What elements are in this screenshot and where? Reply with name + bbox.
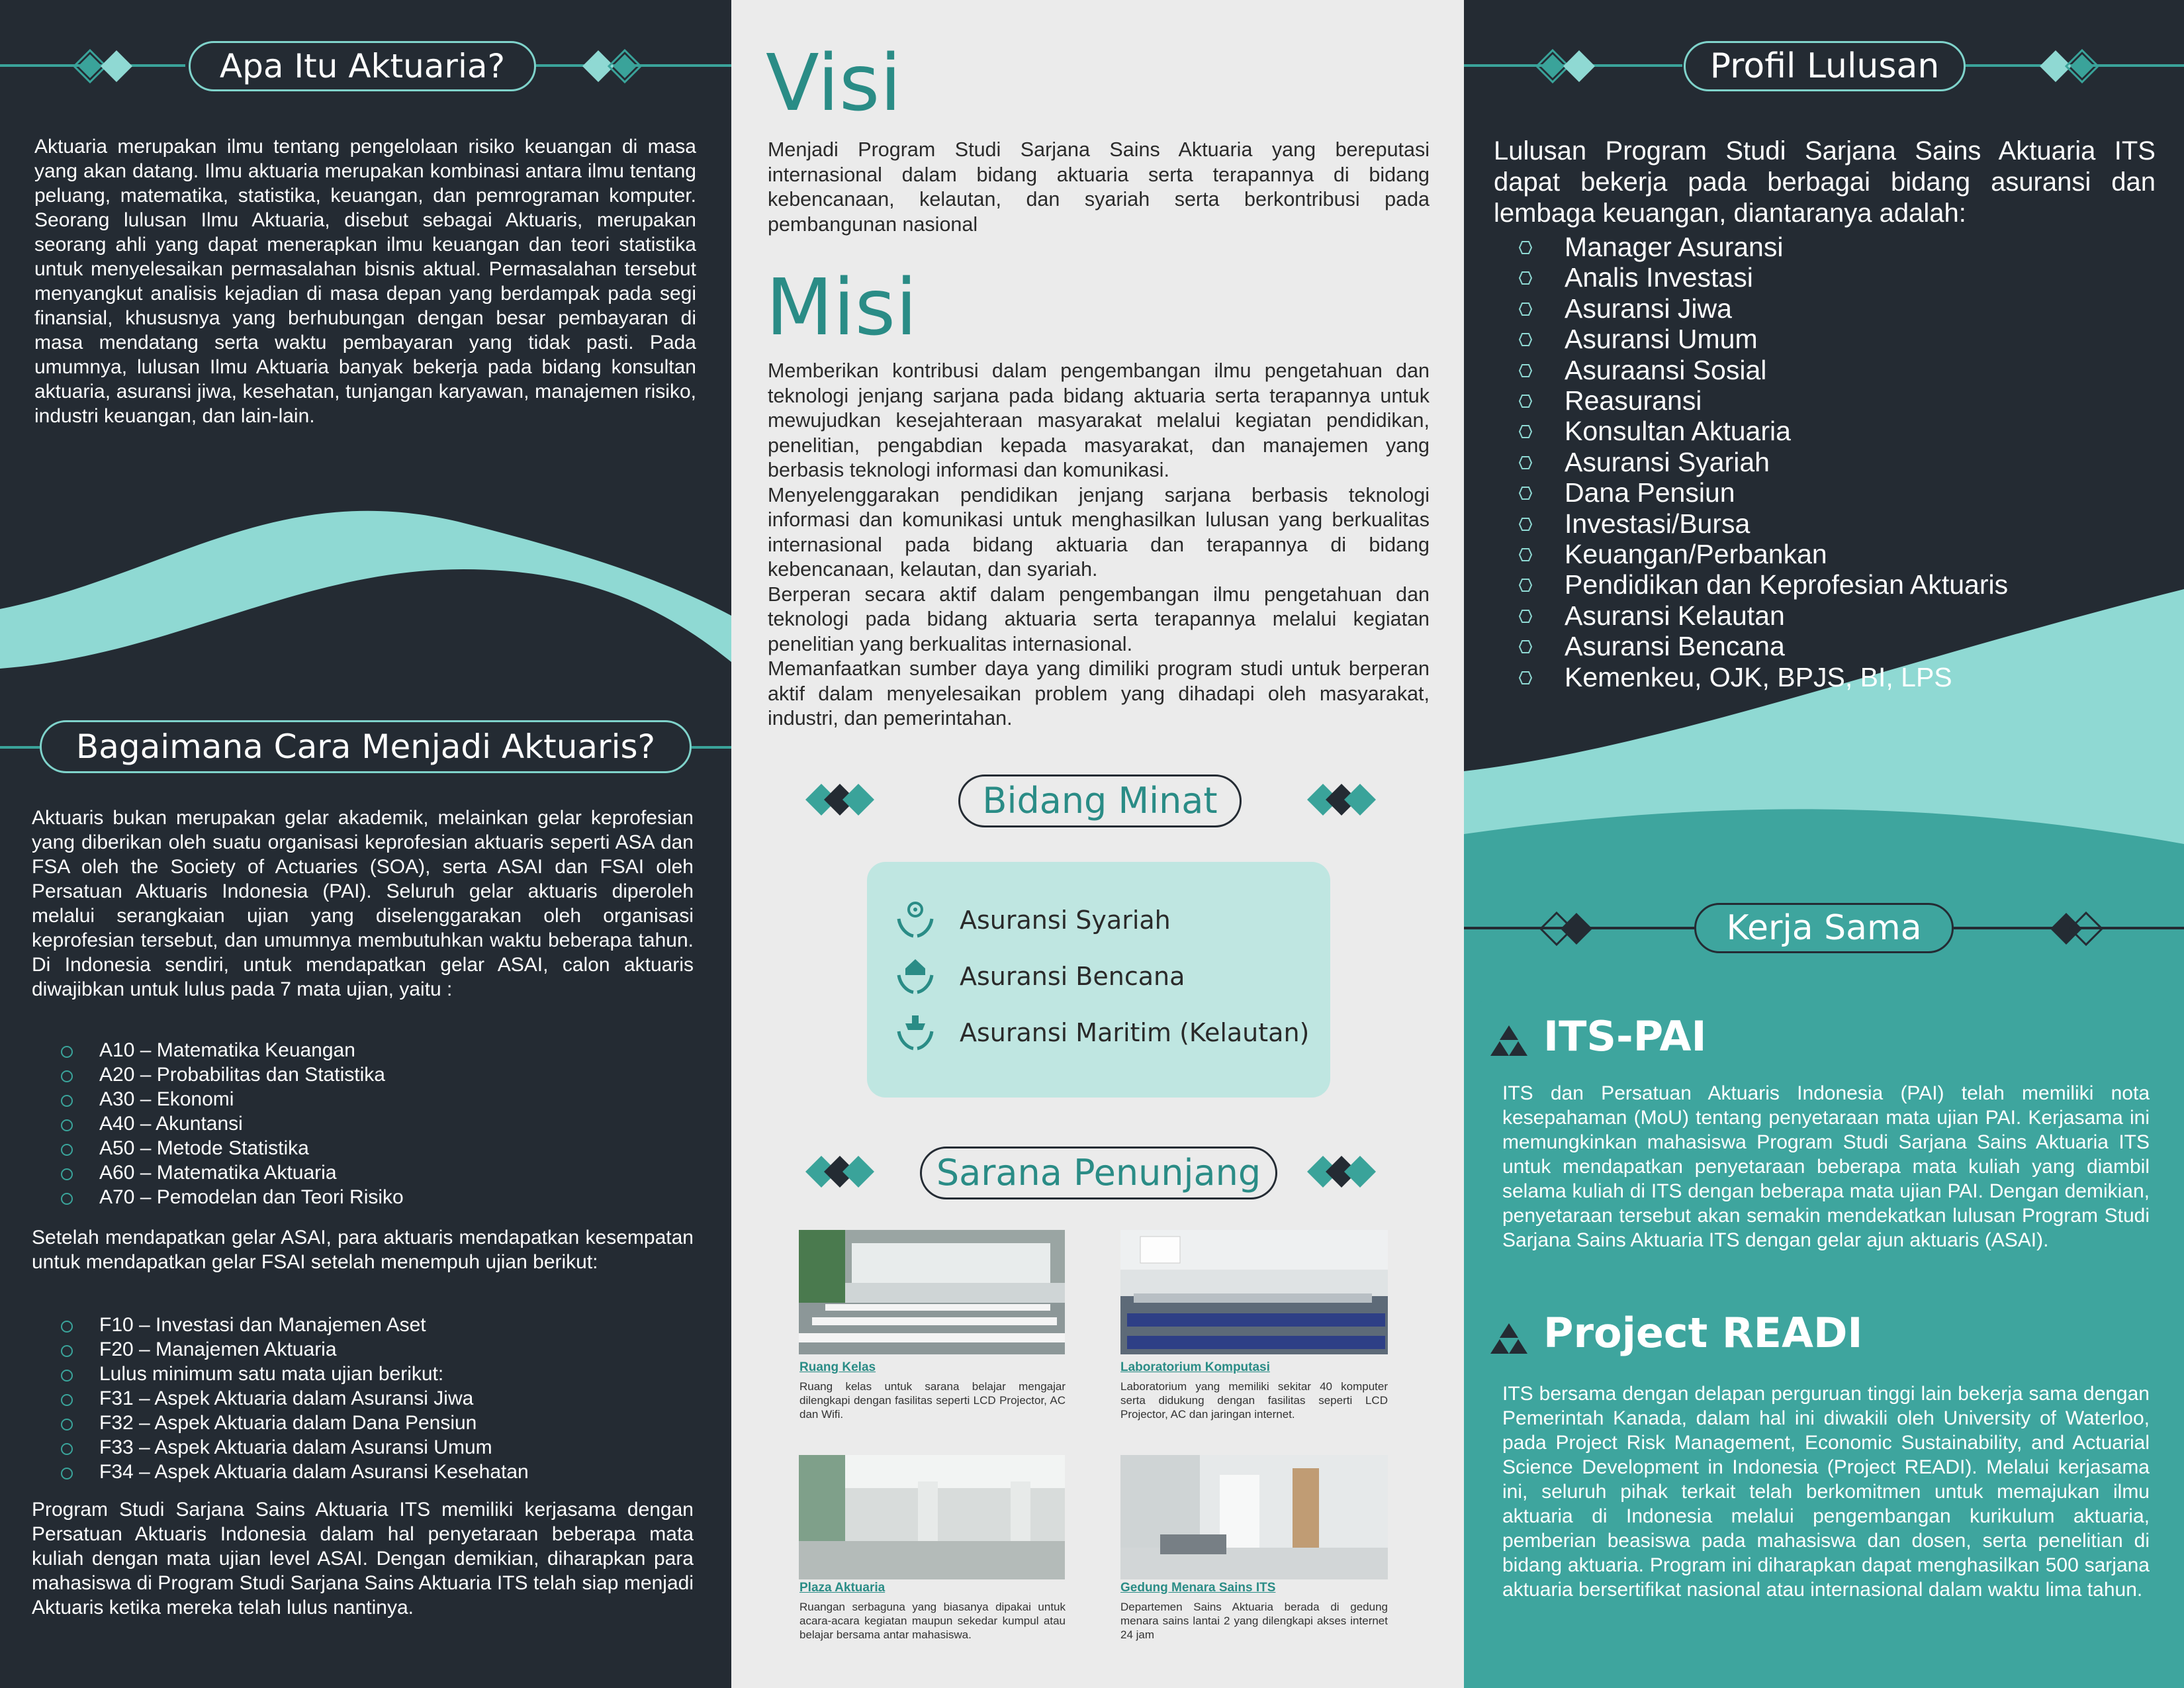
cara-body-text: Aktuaris bukan merupakan gelar akademik, melainkan gelar keprofesian yang diberikan oleh suatu organisasi keprofesian aktuaris seperti ASA dan FSA oleh the Society of Actuaries (SOA), serta ASAI dan FSAI oleh Persatuan Aktuaris Indonesia (PAI). Seluruh gelar aktuaris diperoleh melalui serangkaian ujian yang diselenggarakan oleh organisasi keprofesian tersebut, dan umumnya membutuhkan waktu beberapa tahun. Di Indonesia sendiri, untuk mendapatkan gelar ASAI, calon aktuaris diwajibkan untuk lulus pada 7 mata ujian, yaitu :: [32, 807, 694, 1000]
hands-ship-icon: [893, 1009, 937, 1053]
bidang-item-label: Asuransi Syariah: [960, 906, 1171, 935]
asai-exam-list: [33, 1038, 695, 1209]
list-item: Manager Asuransi: [1464, 232, 2126, 262]
section-title-kerja-sama: Kerja Sama: [1694, 903, 1954, 953]
list-item: A40 – Akuntansi: [33, 1111, 695, 1136]
middle-panel: [731, 0, 1464, 1688]
bidang-minat-card: [867, 862, 1330, 1098]
bidang-item: [893, 1014, 1317, 1054]
hexagon-bullet-icon: [1519, 548, 1532, 561]
list-item: A70 – Pemodelan dan Teori Risiko: [33, 1185, 695, 1209]
list-item: F20 – Manajemen Aktuaria: [33, 1337, 695, 1362]
header-line: [0, 746, 40, 749]
diamond-ornament-icon: [1538, 911, 1611, 947]
right-panel: [1464, 0, 2184, 1688]
list-item: Asuransi Umum: [1464, 324, 2126, 354]
sarana-desc: Laboratorium yang memiliki sekitar 40 komputer serta didukung dengan fasilitas seperti LCD Projector, AC dan jaringan internet.: [1120, 1380, 1388, 1421]
laboratorium-photo: [1120, 1230, 1388, 1354]
kerja-sama-card: [1477, 996, 2171, 1658]
header-line: [692, 746, 731, 749]
bidang-item: [893, 958, 1317, 998]
list-item: A50 – Metode Statistika: [33, 1136, 695, 1160]
sarana-title: Ruang Kelas: [799, 1360, 876, 1374]
hexagon-bullet-icon: [1519, 640, 1532, 653]
list-item: F31 – Aspek Aktuaria dalam Asuransi Jiwa: [33, 1386, 695, 1411]
misi-item: Memanfaatkan sumber daya yang dimiliki program studi untuk berperan aktif dalam menyelesaikan problem yang dihadapi oleh masyarakat, industri, dan pemerintahan.: [768, 657, 1430, 729]
sarana-title: Laboratorium Komputasi: [1120, 1360, 1270, 1374]
list-item: F10 – Investasi dan Manajemen Aset: [33, 1313, 695, 1337]
bidang-item-label: Asuransi Maritim (Kelautan): [960, 1018, 1310, 1047]
fsai-exam-list: [33, 1313, 695, 1484]
hexagon-bullet-icon: [1519, 425, 1532, 438]
list-item: Asuransi Syariah: [1464, 447, 2126, 477]
hexagon-bullet-icon: [1519, 456, 1532, 469]
apa-itu-body-text: Aktuaria merupakan ilmu tentang pengelolaan risiko keuangan di masa yang akan datang. Ilmu aktuaria merupakan kombinasi antara ilmu tentang peluang, matematika, statistika, keuangan, dan pemrograman komputer. Seorang lulusan Ilmu Aktuaria, disebut sebagai Aktuaris, merupakan seorang ahli yang dapat menerapkan ilmu keuangan dan teori statistika untuk menyelesaikan permasalahan bisnis aktual. Permasalahan tersebut menyangkut analisis kejadian di masa depan yang berdampak pada segi finansial, khususnya yang berhubungan dengan besar pembayaran di masa mendatang serta waktu pembayaran yang tidak pasti. Pada umumnya, lulusan Ilmu Aktuaria banyak bekerja pada bidang konsultan aktuaria, asuransi jiwa, kesehatan, tunjangan karyawan, manajemen risiko, industri keuangan, dan lain-lain.: [34, 136, 696, 427]
section-title-sarana-penunjang: Sarana Penunjang: [920, 1147, 1277, 1199]
gedung-menara-sains-photo: [1120, 1455, 1388, 1579]
ruang-kelas-photo: [799, 1230, 1065, 1354]
diamond-ornament-icon: [805, 781, 878, 820]
list-item: A20 – Probabilitas dan Statistika: [33, 1062, 695, 1087]
misi-item: Memberikan kontribusi dalam pengembangan ilmu pengetahuan dan teknologi jenjang sarjana pada bidang aktuaria serta terapannya untuk mewujudkan kesejahteraan masyarakat melalui kegiatan pendidikan, penelitian, pengabdian kepada masyarakat, dan manajemen yang berbasis teknologi informasi dan komunikasi.: [768, 359, 1430, 481]
list-item: Lulus minimum satu mata ujian berikut:: [33, 1362, 695, 1386]
hexagon-bullet-icon: [1519, 303, 1532, 316]
sarana-title: Gedung Menara Sains ITS: [1120, 1581, 1276, 1595]
list-item: A10 – Matematika Keuangan: [33, 1038, 695, 1062]
diamond-ornament-icon: [2033, 911, 2106, 947]
list-item: Keuangan/Perbankan: [1464, 539, 2126, 569]
plaza-aktuaria-photo: [799, 1455, 1065, 1579]
misi-list: [731, 359, 1430, 731]
hexagon-bullet-icon: [1519, 518, 1532, 531]
sarana-desc: Ruang kelas untuk sarana belajar mengajar dilengkapi dengan fasilitas seperti LCD Projector, AC dan Wifi.: [799, 1380, 1066, 1421]
list-item: F34 – Aspek Aktuaria dalam Asuransi Kesehatan: [33, 1460, 695, 1484]
list-item: Kemenkeu, OJK, BPJS, BI, LPS: [1464, 662, 2126, 692]
misi-title: Misi: [766, 261, 917, 353]
diamond-ornament-icon: [1307, 1153, 1380, 1192]
hands-house-icon: [893, 953, 937, 996]
list-item: Konsultan Aktuaria: [1464, 416, 2126, 446]
section-title-cara-menjadi-aktuaris: Bagaimana Cara Menjadi Aktuaris?: [40, 720, 692, 773]
misi-item: Menyelenggarakan pendidikan jenjang sarjana berbasis teknologi informasi dan komunikasi untuk menghasilkan lulusan yang berkualitas internasional pada bidang aktuaria dan terapannya di bidang kebencanaan, kelautan, dan syariah.: [768, 483, 1430, 581]
list-item: Reasuransi: [1464, 385, 2126, 416]
hexagon-bullet-icon: [1519, 671, 1532, 684]
list-item: Pendidikan dan Keprofesian Aktuaris: [1464, 569, 2126, 600]
hexagon-bullet-icon: [1519, 364, 1532, 377]
diamond-ornament-icon: [576, 49, 642, 83]
its-pai-title: ITS-PAI: [1543, 1012, 1707, 1060]
closing-text: Program Studi Sarjana Sains Aktuaria ITS memiliki kerjasama dengan Persatuan Aktuaris Indonesia dalam hal penyetaraan beberapa mata kuliah dengan mata ujian level ASAI. Dengan demikian, diharapkan para mahasiswa di Program Studi Sarjana Sains Aktuaria ITS telah siap menjadi Aktuaris ketika mereka telah lulus nantinya.: [32, 1499, 694, 1618]
hexagon-bullet-icon: [1519, 241, 1532, 254]
hexagon-bullet-icon: [1519, 610, 1532, 623]
hexagon-bullet-icon: [1519, 333, 1532, 346]
hexagon-bullet-icon: [1519, 271, 1532, 285]
list-item: F33 – Aspek Aktuaria dalam Asuransi Umum: [33, 1435, 695, 1460]
visi-body-text: Menjadi Program Studi Sarjana Sains Aktuaria yang bereputasi internasional dalam bidang aktuaria serta terapannya di bidang kebencanaan, kelautan, dan syariah serta berkontribusi pada pembangunan nasional: [768, 138, 1430, 236]
list-item: Asuransi Kelautan: [1464, 600, 2126, 631]
list-item: F32 – Aspek Aktuaria dalam Dana Pensiun: [33, 1411, 695, 1435]
diamond-ornament-icon: [805, 1153, 878, 1192]
diamond-ornament-icon: [1535, 49, 1602, 83]
hexagon-bullet-icon: [1519, 487, 1532, 500]
sarana-desc: Departemen Sains Aktuaria berada di gedung menara sains lantai 2 yang dilengkapi akses internet 24 jam: [1120, 1601, 1388, 1641]
triforce-icon: [1490, 1322, 1527, 1355]
diamond-ornament-icon: [2033, 49, 2099, 83]
project-readi-body: ITS bersama dengan delapan perguruan tinggi lain bekerja sama dengan Pemerintah Kanada, dalam hal ini diwakili oleh University of Waterloo, pada Project Risk Management, Economic Sustainability, and Actuarial Science Development in Indonesia (Project READI). Melalui kerjasama ini, seluruh pihak terkait telah berkomitmen untuk memajukan ilmu aktuaria di Indonesia melalui pengembangan kurikulum aktuaria, pemberian beasiswa pada mahasiswa dan dosen, serta penelitian di bidang aktuaria. Program ini diharapkan dapat menghasilkan 500 sarjana aktuaria bersertifikat nasional atau internasional dalam waktu lima tahun.: [1502, 1383, 2150, 1601]
visi-title: Visi: [766, 37, 902, 128]
list-item: Analis Investasi: [1464, 262, 2126, 293]
hexagon-bullet-icon: [1519, 579, 1532, 592]
hands-gear-icon: [893, 896, 937, 940]
fsai-intro-text: Setelah mendapatkan gelar ASAI, para aktuaris mendapatkan kesempatan untuk mendapatkan gelar FSAI setelah menempuh ujian berikut:: [32, 1227, 694, 1273]
list-item: Asuransi Jiwa: [1464, 293, 2126, 324]
list-item: Asuraansi Sosial: [1464, 355, 2126, 385]
hexagon-bullet-icon: [1519, 395, 1532, 408]
list-item: A30 – Ekonomi: [33, 1087, 695, 1111]
left-panel: [0, 0, 731, 1688]
bidang-item-label: Asuransi Bencana: [960, 962, 1185, 991]
section-title-profil-lulusan: Profil Lulusan: [1684, 41, 1966, 91]
profil-intro-text: Lulusan Program Studi Sarjana Sains Aktuaria ITS dapat bekerja pada berbagai bidang asuransi dan lembaga keuangan, diantaranya adalah:: [1494, 136, 2156, 228]
bidang-item: [893, 902, 1317, 941]
diamond-ornament-icon: [73, 49, 139, 83]
list-item: Dana Pensiun: [1464, 477, 2126, 508]
diamond-ornament-icon: [1307, 781, 1380, 820]
list-item: A60 – Matematika Aktuaria: [33, 1160, 695, 1185]
list-item: Asuransi Bencana: [1464, 631, 2126, 661]
its-pai-body: ITS dan Persatuan Aktuaris Indonesia (PAI) telah memiliki nota kesepahaman (MoU) tentang penyetaraan mata ujian PAI. Kerjasama ini memungkinkan mahasiswa Program Studi Sarjana Sains Aktuaria ITS untuk mendapatkan penyetaraan beberapa mata kuliah yang diambil selama kuliah di ITS dengan beberapa mata ujian PAI. Dengan demikian, penyetaraan tersebut akan semakin mendekatkan lulusan Program Studi Sarjana Sains Aktuaria ITS dengan gelar ajun aktuaris (ASAI).: [1502, 1082, 2150, 1251]
profil-list: [1464, 232, 2126, 692]
list-item: Investasi/Bursa: [1464, 508, 2126, 539]
sarana-desc: Ruangan serbaguna yang biasanya dipakai untuk acara-acara kegiatan maupun sekedar kumpul atau belajar bersama antar mahasiswa.: [799, 1601, 1066, 1641]
project-readi-title: Project READI: [1543, 1309, 1863, 1357]
sarana-title: Plaza Aktuaria: [799, 1581, 886, 1595]
misi-item: Berperan secara aktif dalam pengembangan ilmu pengetahuan dan teknologi pada bidang aktuaria serta terapannya melalui kegiatan penelitian yang berkualitas internasional.: [768, 583, 1430, 655]
section-title-apa-itu-aktuaria: Apa Itu Aktuaria?: [189, 41, 536, 91]
triforce-icon: [1490, 1024, 1527, 1057]
section-title-bidang-minat: Bidang Minat: [958, 774, 1242, 827]
